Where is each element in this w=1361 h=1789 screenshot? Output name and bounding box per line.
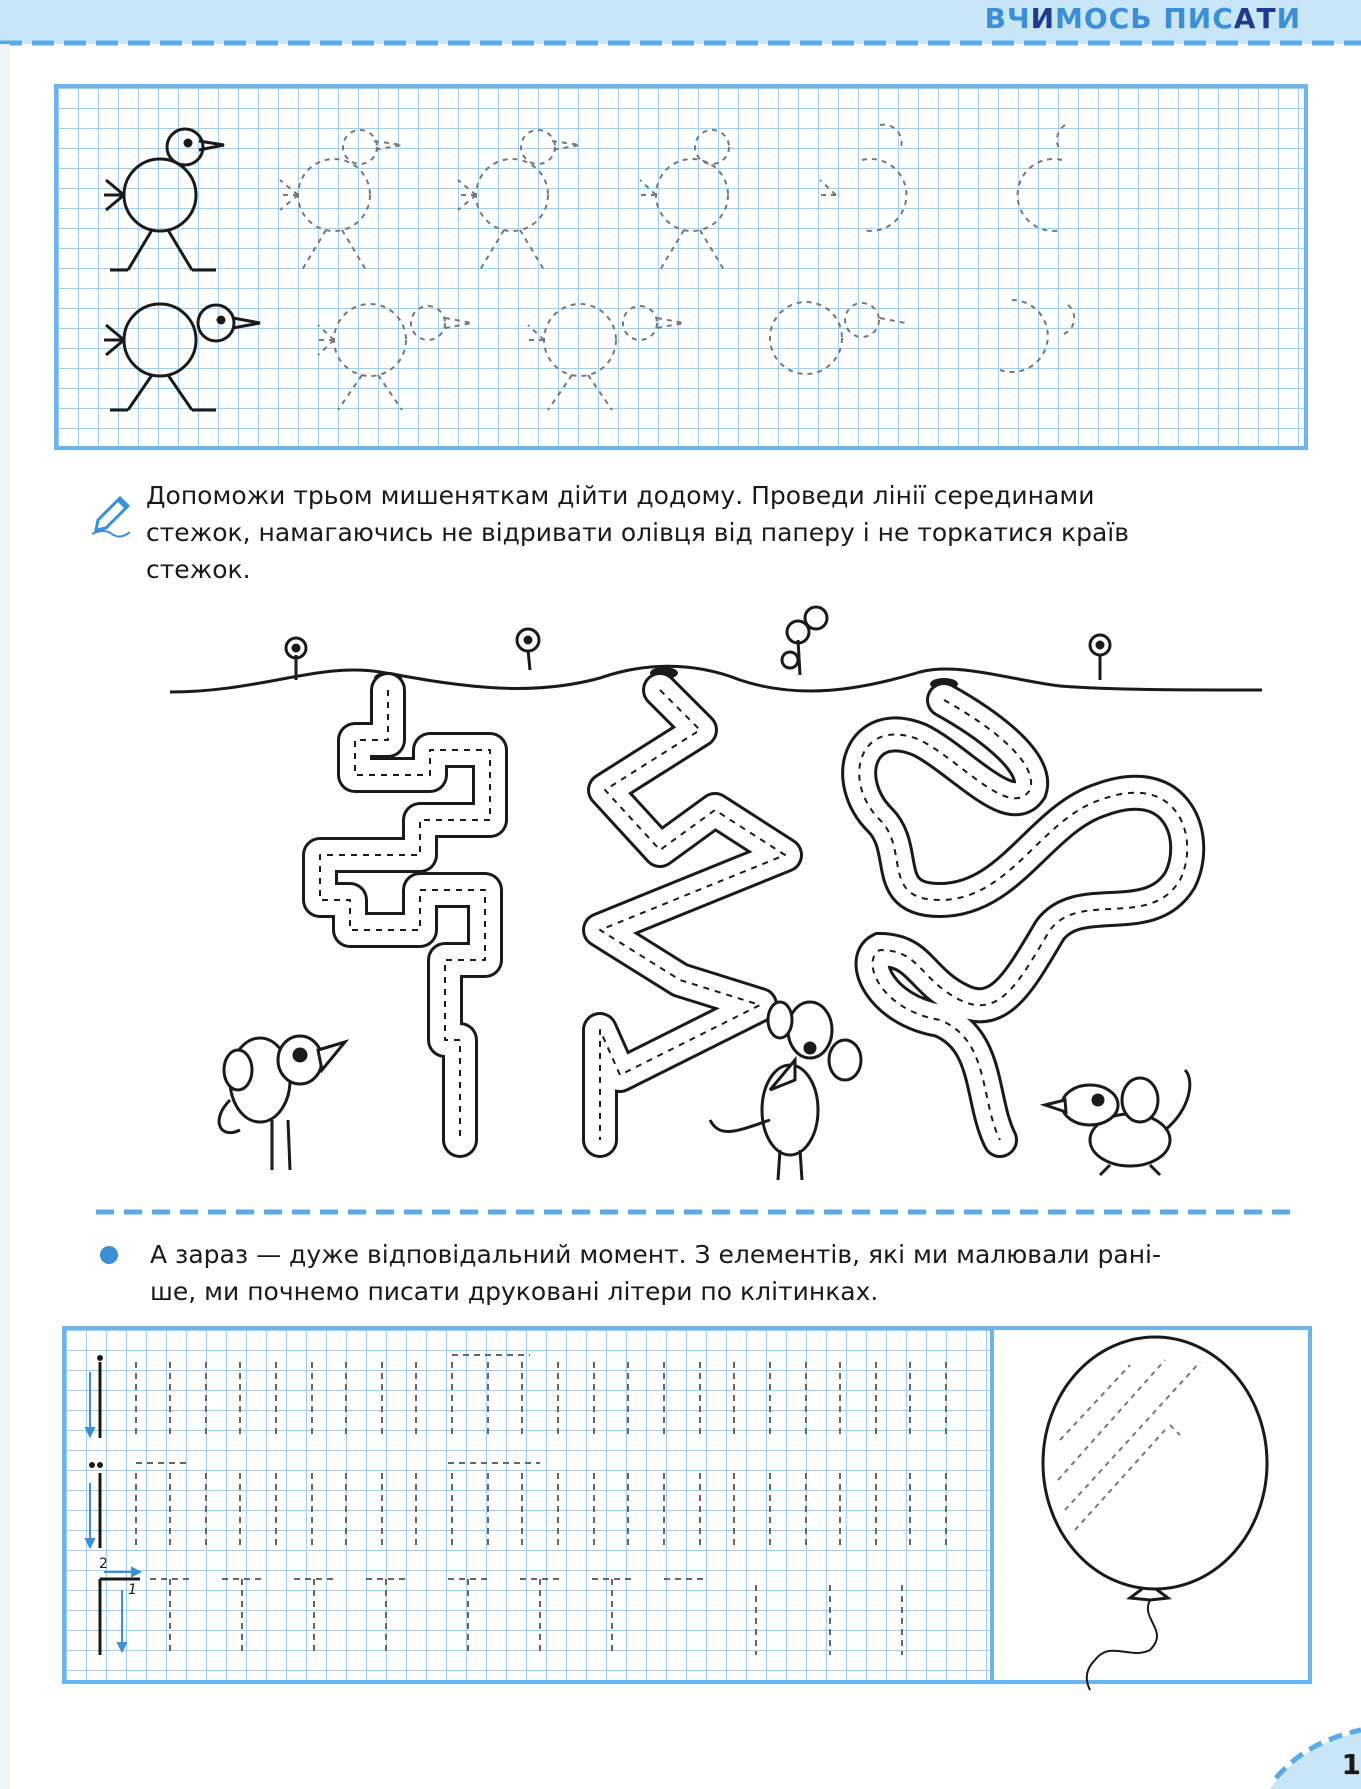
header-title-part: Т: [1256, 2, 1277, 35]
header-title-part: В: [984, 2, 1007, 35]
maze-instructions-line: Допоможи трьом мишеняткам дійти додому. Проведи лінії серединами: [146, 481, 1095, 510]
header-title-part: А: [1233, 2, 1257, 35]
letters-instructions-line: ше, ми почнемо писати друковані літери по клітинках.: [150, 1277, 879, 1306]
header-title-part: Ч: [1006, 2, 1031, 35]
header-title-part: МОСЬ ПИС: [1055, 2, 1234, 35]
maze-instructions-line: стежок.: [146, 555, 251, 584]
page-number: 1: [1341, 1748, 1361, 1781]
header-title-part: И: [1030, 2, 1056, 35]
stroke-number-2: 2: [99, 1556, 108, 1572]
stroke-number-1: 1: [128, 1582, 137, 1598]
header-title-part: И: [1276, 2, 1301, 35]
maze-instructions-line: стежок, намагаючись не відривати олівця від паперу і не торкатися країв: [146, 518, 1129, 547]
letters-instructions-line: А зараз — дуже відповідальний момент. З елементів, які ми малювали рані-: [150, 1240, 1162, 1269]
